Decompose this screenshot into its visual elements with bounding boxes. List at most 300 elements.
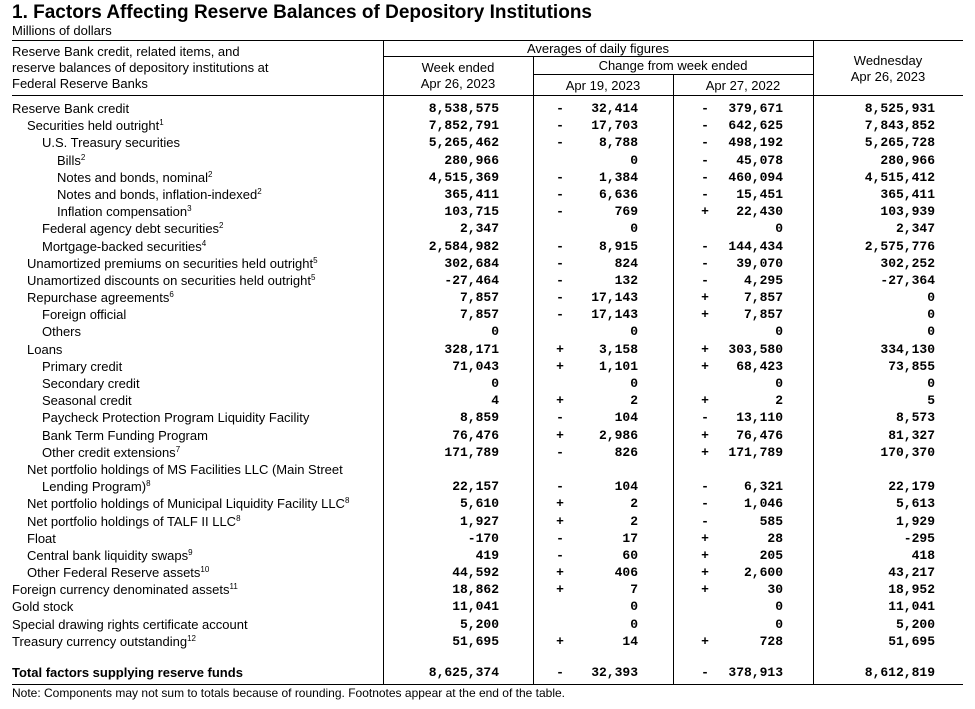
week-ended-value: 280,966 [444,152,499,168]
row-label [12,582,238,597]
week-ended-value: -27,464 [444,272,499,288]
wednesday-value: 5 [927,393,935,409]
week-ended-value: 7,857 [459,307,499,323]
row-label [12,599,73,614]
averages-header: Averages of daily figures [526,41,670,56]
wednesday-value: 103,939 [880,204,935,220]
row-label [12,634,196,649]
week-ended-value: 365,411 [444,186,499,202]
row-label-text: Foreign official [42,307,127,323]
change-1-sign: + [556,393,564,409]
footnote: Note: Components may not sum to totals because of rounding. Footnotes appear at the end of the table. [12,686,566,700]
week-ended-value: 71,043 [452,358,499,374]
wednesday-value: 5,265,728 [864,135,935,151]
footnote-ref: 2 [219,221,224,231]
wednesday-value: 43,217 [888,565,935,581]
change-2-value: 4,295 [743,272,783,288]
week-ended-value: 328,171 [444,341,499,357]
row-label-text: Repurchase agreements [27,290,170,306]
change-1-value: 32,393 [591,665,638,680]
table-row [0,255,975,272]
row-label-text: Securities held outright [27,118,160,134]
change-1-sign: - [556,238,564,254]
change-2-sign: + [701,341,709,357]
wednesday-value: 5,613 [895,496,935,512]
change-1-value: 2 [630,496,638,512]
wednesday-value: 0 [927,324,935,340]
row-label-text: Mortgage-backed securities [42,238,202,254]
row-label [27,548,193,563]
footnote-ref: 1 [159,118,164,128]
table-title: 1. Factors Affecting Reserve Balances of Depository Institutions [12,2,592,23]
footnote-ref: 12 [187,633,197,643]
change-1-sign: - [556,665,564,680]
change-2-value: 171,789 [728,444,783,460]
week-ended-label: Week ended [421,60,495,75]
row-label-text: Total factors supplying reserve funds [12,665,243,680]
change-1-sign: - [556,204,564,220]
wednesday-value: 7,843,852 [864,118,935,134]
change-1-sign: - [556,101,564,116]
row-label [42,445,180,460]
row-label-text: Paycheck Protection Program Liquidity Facility [42,410,310,426]
row-label-text: Secondary credit [42,376,140,391]
change-2-sign: + [701,530,709,546]
change-1-value: 132 [614,272,638,288]
change-1-sign: + [556,565,564,581]
row-label-text: Bills [57,152,81,168]
row-label-text: Treasury currency outstanding [12,633,188,649]
change-2-value: 68,423 [736,358,783,374]
change-1-sign: - [556,530,564,546]
change-2-value: 205 [759,547,783,563]
change-1-value: 0 [630,376,638,391]
row-label-text: Unamortized premiums on securities held outright [27,255,314,271]
week-ended-value: 4,515,369 [428,169,499,185]
wednesday-date: Apr 26, 2023 [850,69,926,84]
change-1-value: 8,788 [598,135,638,151]
row-label [42,307,126,322]
wednesday-value: 302,252 [880,255,935,271]
row-label [42,479,151,494]
change-2-sign: + [701,204,709,220]
table-body [0,100,975,681]
wednesday-value: 8,573 [895,410,935,426]
footnote-ref: 5 [313,255,318,265]
change-1-value: 8,915 [598,238,638,254]
row-label-text: Notes and bonds, inflation-indexed [57,186,258,202]
change-2-sign: - [701,410,709,426]
week-ended-value: 8,859 [459,410,499,426]
change-2-value: 0 [775,599,783,615]
week-ended-value: 11,041 [452,599,499,615]
table-row [0,289,975,306]
row-label-text: Other Federal Reserve assets [27,565,201,581]
table-row [0,581,975,598]
footnote-ref: 8 [146,479,151,489]
change-1-value: 17,703 [591,118,638,134]
change-1-value: 2 [630,393,638,409]
change-1-value: 104 [614,479,638,495]
stub-header-line3: Federal Reserve Banks [12,76,148,91]
row-label-text: Foreign currency denominated assets [12,582,230,598]
row-label-text: Net portfolio holdings of TALF II LLC [27,513,237,529]
change-1-sign: - [556,135,564,151]
table-row [0,238,975,255]
wednesday-value: 8,612,819 [864,665,935,680]
week-ended-value: 7,857 [459,290,499,306]
footnote-ref: 7 [175,444,181,454]
table-bottom-rule [12,684,963,685]
change-1-value: 60 [622,547,638,563]
row-label [42,376,140,391]
wednesday-value: 1,929 [895,513,935,529]
change-1-sign: + [556,496,564,512]
change-1-sign: - [556,169,564,185]
wednesday-value: 51,695 [888,633,935,649]
wednesday-value: 418 [911,547,935,563]
change-2-value: 0 [775,376,783,391]
table-row [0,616,975,633]
table-row [0,169,975,186]
row-label [42,239,206,254]
wednesday-value: 18,952 [888,582,935,598]
row-label [42,324,81,339]
change-header: Change from week ended [598,58,748,73]
change-2-sign: + [701,582,709,598]
change-2-value: 1,046 [743,496,783,512]
wednesday-value: 8,525,931 [864,101,935,116]
table-row [0,633,975,650]
change-2-value: 15,451 [736,186,783,202]
header-top-rule [12,40,963,41]
table-row [0,513,975,530]
table-row [0,358,975,375]
averages-rule [383,56,813,57]
stub-header-line1: Reserve Bank credit, related items, and [12,44,240,59]
table-row [0,547,975,564]
table-row [0,323,975,340]
change-2-value: 0 [775,616,783,632]
change-1-sign: - [556,118,564,134]
change-2-sign: - [701,479,709,495]
change-1-sign: - [556,444,564,460]
row-label-text: Federal agency debt securities [42,221,220,237]
table-row [0,134,975,151]
week-ended-value: 0 [491,376,499,391]
wednesday-value: 280,966 [880,152,935,168]
change-1-value: 2 [630,513,638,529]
change-date-2: Apr 27, 2022 [705,78,781,93]
footnote-ref: 5 [310,272,316,282]
row-label-text: Bank Term Funding Program [42,427,208,443]
table-row [0,186,975,203]
change-2-sign: - [701,152,709,168]
change-1-sign: - [556,255,564,271]
total-row [0,664,975,681]
table-row [0,598,975,615]
week-ended-value: 8,625,374 [428,665,499,680]
table-row [0,461,975,478]
week-ended-value: 2,347 [459,221,499,237]
change-2-value: 2,600 [743,565,783,581]
footnote-ref: 6 [169,290,174,300]
week-ended-value: 302,684 [444,255,499,271]
row-label [27,496,349,511]
change-2-sign: - [701,238,709,254]
change-1-value: 0 [630,324,638,340]
row-label-text: U.S. Treasury securities [42,135,180,151]
table-row [0,530,975,547]
change-1-sign: + [556,513,564,529]
change-2-value: 303,580 [728,341,783,357]
header-bottom-rule [12,95,963,96]
week-ended-value: 5,610 [459,496,499,512]
change-1-value: 0 [630,152,638,168]
change-2-value: 45,078 [736,152,783,168]
row-label-text: Others [42,324,82,340]
week-ended-value: 103,715 [444,204,499,220]
change-2-sign: + [701,290,709,306]
change-1-value: 826 [614,444,638,460]
change-1-sign: - [556,272,564,288]
change-2-value: 39,070 [736,255,783,271]
table-row [0,306,975,323]
wednesday-value: 81,327 [888,427,935,443]
row-label-text: Primary credit [42,358,123,374]
wednesday-value: 0 [927,290,935,306]
week-ended-value: 5,200 [459,616,499,632]
week-ended-value: 0 [491,324,499,340]
footnote-ref: 2 [208,169,213,179]
row-label-text: Loans [27,341,63,357]
change-2-sign: - [701,272,709,288]
row-label [27,462,343,477]
change-2-value: 6,321 [743,479,783,495]
footnote-ref: 11 [229,582,238,592]
row-label [57,153,85,168]
change-2-value: 22,430 [736,204,783,220]
row-label [27,565,209,580]
change-2-value: 378,913 [728,665,783,680]
wednesday-value: 365,411 [880,186,935,202]
wednesday-value: 0 [927,307,935,323]
row-label [12,665,243,680]
change-2-sign: + [701,427,709,443]
week-ended-value: 1,927 [459,513,499,529]
change-1-sign: + [556,427,564,443]
change-1-value: 32,414 [591,101,638,116]
row-label-text: Reserve Bank credit [12,101,130,116]
change-1-value: 1,384 [598,169,638,185]
wednesday-value: -295 [903,530,935,546]
row-label-text: Net portfolio holdings of MS Facilities LLC (Main Street [27,461,343,477]
table-row [0,341,975,358]
units-label: Millions of dollars [12,23,112,38]
change-2-sign: + [701,565,709,581]
footnote-ref: 3 [187,204,192,214]
row-label [42,221,224,236]
wednesday-value: 0 [927,376,935,391]
stub-header-line2: reserve balances of depository institutions at [12,60,269,75]
wednesday-value: 334,130 [880,341,935,357]
wednesday-value: -27,364 [880,272,935,288]
change-1-value: 406 [614,565,638,581]
change-2-value: 0 [775,221,783,237]
row-label-text: Inflation compensation [57,204,188,220]
wednesday-value: 2,575,776 [864,238,935,254]
footnote-ref: 10 [200,565,210,575]
row-label [57,187,262,202]
table-row [0,220,975,237]
change-2-sign: - [701,135,709,151]
change-1-value: 7 [630,582,638,598]
week-ended-date: Apr 26, 2023 [420,76,496,91]
row-label [27,273,315,288]
change-2-value: 7,857 [743,307,783,323]
wednesday-value: 11,041 [888,599,935,615]
change-2-value: 30 [767,582,783,598]
table-row [0,409,975,426]
change-1-sign: + [556,633,564,649]
change-2-sign: + [701,358,709,374]
row-label [42,410,309,425]
row-label-text: Gold stock [12,599,74,615]
change-1-sign: + [556,582,564,598]
change-2-sign: - [701,186,709,202]
change-2-value: 585 [759,513,783,529]
row-label [27,342,62,357]
change-2-sign: + [701,307,709,323]
row-label [27,118,164,133]
table-row [0,272,975,289]
change-1-value: 17,143 [591,307,638,323]
change-1-value: 0 [630,616,638,632]
row-label [42,393,132,408]
week-ended-value: 22,157 [452,479,499,495]
change-1-sign: - [556,307,564,323]
row-label [12,617,248,632]
week-ended-value: 4 [491,393,499,409]
row-label-text: Other credit extensions [42,444,176,460]
change-1-sign: - [556,410,564,426]
table-row [0,495,975,512]
change-1-value: 17 [622,530,638,546]
row-label [57,204,192,219]
change-1-value: 2,986 [598,427,638,443]
week-ended-value: 18,862 [452,582,499,598]
table-row [0,117,975,134]
row-label [27,531,56,546]
change-2-sign: + [701,393,709,409]
change-2-sign: - [701,496,709,512]
week-ended-value: 5,265,462 [428,135,499,151]
wednesday-value: 5,200 [895,616,935,632]
change-2-value: 642,625 [728,118,783,134]
change-2-value: 0 [775,324,783,340]
footnote-ref: 9 [188,547,193,557]
week-ended-value: 76,476 [452,427,499,443]
week-ended-value: 2,584,982 [428,238,499,254]
wednesday-value: 170,370 [880,444,935,460]
row-label [27,514,241,529]
change-2-value: 2 [775,393,783,409]
table-row [0,444,975,461]
row-label-text: Special drawing rights certificate account [12,616,248,632]
row-label [27,256,318,271]
change-1-sign: - [556,547,564,563]
change-1-value: 6,636 [598,186,638,202]
table-row [0,564,975,581]
table-row [0,100,975,117]
week-ended-value: 44,592 [452,565,499,581]
change-2-sign: - [701,513,709,529]
change-1-sign: - [556,186,564,202]
table-row [0,478,975,495]
row-spacer [0,650,975,664]
week-ended-value: 7,852,791 [428,118,499,134]
row-label-text: Lending Program) [42,479,147,495]
footnote-ref: 8 [344,496,350,506]
row-label-text: Notes and bonds, nominal [57,169,209,185]
row-label-text: Seasonal credit [42,393,132,409]
table-row [0,375,975,392]
wednesday-value: 4,515,412 [864,169,935,185]
change-2-sign: + [701,547,709,563]
wednesday-label: Wednesday [853,53,923,68]
change-2-value: 76,476 [736,427,783,443]
change-1-value: 14 [622,633,638,649]
week-ended-value: 419 [475,547,499,563]
change-2-value: 460,094 [728,169,783,185]
row-label [42,359,122,374]
change-1-value: 824 [614,255,638,271]
row-label-text: Central bank liquidity swaps [27,547,189,563]
week-ended-value: -170 [467,530,499,546]
change-date-1: Apr 19, 2023 [565,78,641,93]
change-1-value: 769 [614,204,638,220]
footnote-ref: 2 [257,186,262,196]
footnote-ref: 2 [80,152,86,162]
footnote-ref: 8 [236,513,241,523]
change-1-value: 1,101 [598,358,638,374]
row-label [42,135,180,150]
change-1-value: 104 [614,410,638,426]
change-2-sign: - [701,255,709,271]
row-label-text: Unamortized discounts on securities held outright [27,272,311,288]
change-2-value: 7,857 [743,290,783,306]
wednesday-value: 2,347 [895,221,935,237]
change-1-value: 0 [630,599,638,615]
change-1-sign: + [556,358,564,374]
table-row [0,427,975,444]
change-2-sign: - [701,118,709,134]
change-2-value: 13,110 [736,410,783,426]
change-2-sign: + [701,444,709,460]
change-2-sign: - [701,665,709,680]
change-2-sign: - [701,101,709,116]
change-1-value: 3,158 [598,341,638,357]
change-1-value: 0 [630,221,638,237]
row-label [27,290,174,305]
change-1-sign: - [556,290,564,306]
week-ended-value: 51,695 [452,633,499,649]
table-row [0,392,975,409]
week-ended-value: 8,538,575 [428,101,499,116]
change-1-sign: + [556,341,564,357]
change-2-value: 498,192 [728,135,783,151]
wednesday-value: 73,855 [888,358,935,374]
